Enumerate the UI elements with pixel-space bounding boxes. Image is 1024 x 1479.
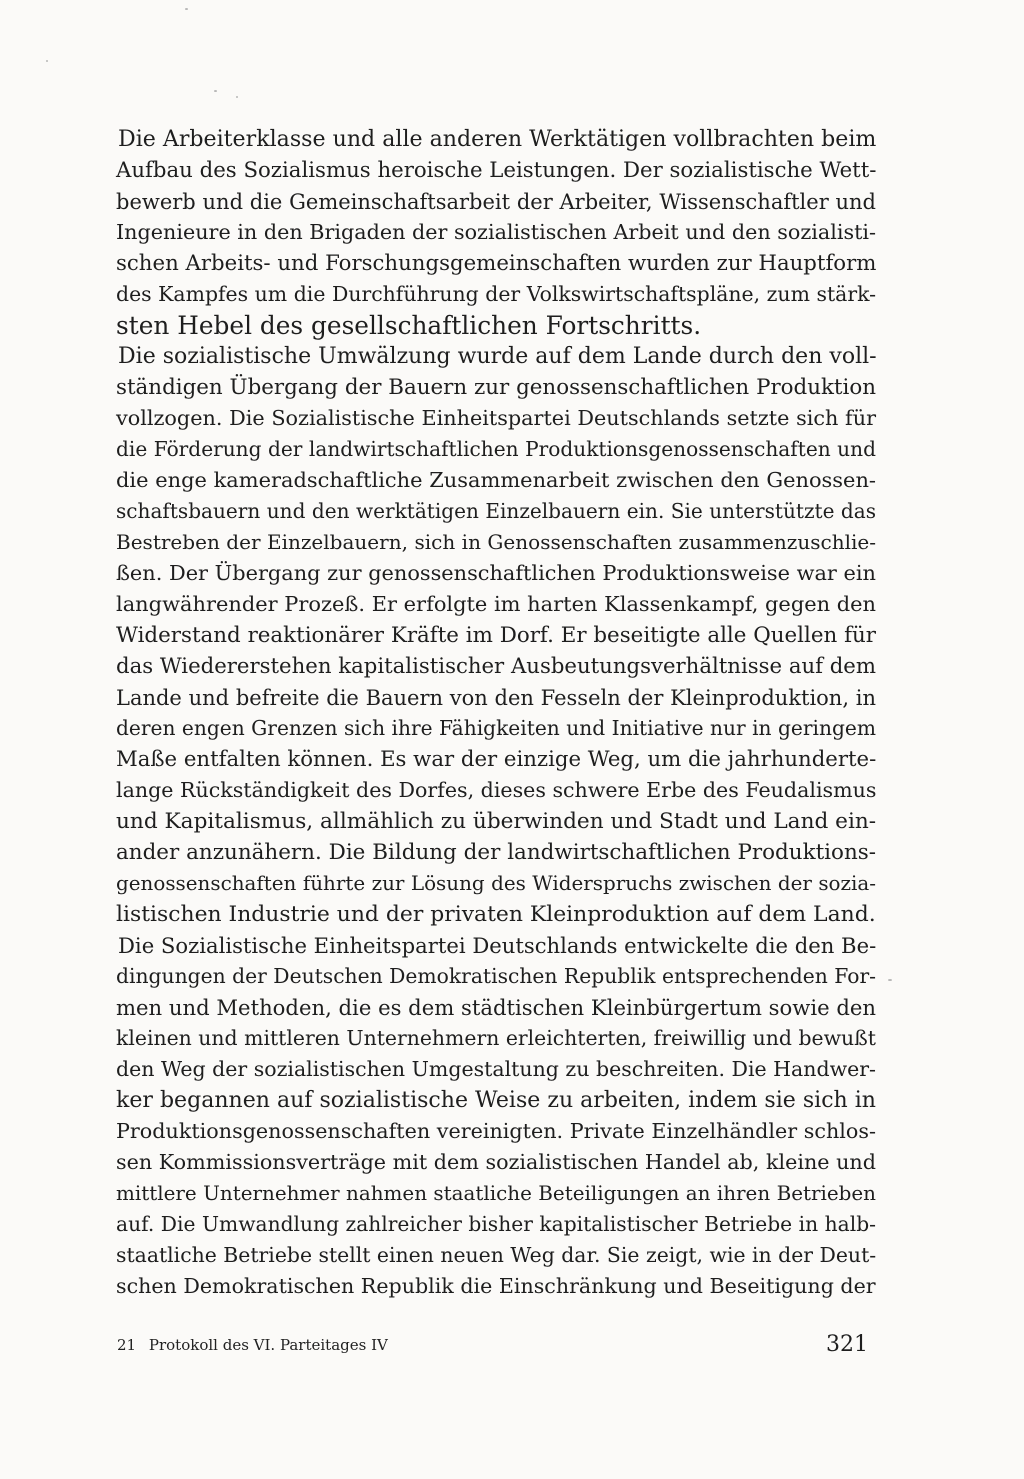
text-line: die Förderung der landwirtschaftlichen Produktionsgenossenschaften und xyxy=(116,437,876,461)
paper-speck xyxy=(214,90,217,92)
text-line: listischen Industrie und der privaten Kleinproduktion auf dem Land. xyxy=(116,902,876,927)
source-title: Protokoll des VI. Parteitages IV xyxy=(148,1336,388,1354)
text-line: Lande und befreite die Bauern von den Fesseln der Kleinproduktion, in xyxy=(116,685,876,710)
text-line: Ingenieure in den Brigaden der sozialistischen Arbeit und den sozialisti- xyxy=(116,220,877,244)
sheet-signature: 21 xyxy=(117,1336,137,1354)
text-line: langwährender Prozeß. Er erfolgte im harten Klassenkampf, gegen den xyxy=(116,592,877,616)
text-line: ständigen Übergang der Bauern zur genossenschaftlichen Produktion xyxy=(116,375,876,400)
text-line: schen Demokratischen Republik die Einschränkung und Beseitigung der xyxy=(116,1274,876,1298)
text-line: bewerb und die Gemeinschaftsarbeit der Arbeiter, Wissenschaftler und xyxy=(116,189,876,214)
text-line: kleinen und mittleren Unternehmern erleichterten, freiwillig und bewußt xyxy=(116,1026,876,1050)
paper-speck xyxy=(46,60,48,62)
paper-speck xyxy=(185,8,188,10)
page-number: 321 xyxy=(826,1332,868,1357)
text-line: und Kapitalismus, allmählich zu überwinden und Stadt und Land ein- xyxy=(116,809,877,834)
text-line: men und Methoden, die es dem städtischen Kleinbürgertum sowie den xyxy=(116,995,876,1020)
text-line: das Wiedererstehen kapitalistischer Ausbeutungsverhältnisse auf dem xyxy=(116,654,876,679)
footer-reference xyxy=(117,1336,388,1354)
text-line: die enge kameradschaftliche Zusammenarbeit zwischen den Genossen- xyxy=(116,468,876,492)
text-line: Die Arbeiterklasse und alle anderen Werktätigen vollbrachten beim xyxy=(118,126,877,152)
text-line: dingungen der Deutschen Demokratischen Republik entsprechenden For- xyxy=(116,964,876,988)
text-line: den Weg der sozialistischen Umgestaltung zu beschreiten. Die Handwer- xyxy=(116,1057,876,1081)
paper-speck xyxy=(236,96,238,98)
text-line: sten Hebel des gesellschaftlichen Fortschritts. xyxy=(116,311,702,340)
text-line: ander anzunähern. Die Bildung der landwirtschaftlichen Produktions- xyxy=(116,840,876,865)
text-line: Aufbau des Sozialismus heroische Leistungen. Der sozialistische Wett- xyxy=(116,158,877,183)
text-line: Die sozialistische Umwälzung wurde auf dem Lande durch den voll- xyxy=(118,344,877,369)
paragraph xyxy=(116,341,876,930)
text-line: ßen. Der Übergang zur genossenschaftlichen Produktionsweise war ein xyxy=(116,561,876,585)
text-line: auf. Die Umwandlung zahlreicher bisher kapitalistischer Betriebe in halb- xyxy=(116,1212,876,1236)
text-line: sen Kommissionsverträge mit dem sozialistischen Handel ab, kleine und xyxy=(116,1150,876,1174)
text-line: vollzogen. Die Sozialistische Einheitspartei Deutschlands setzte sich für xyxy=(116,406,876,430)
text-line: schaftsbauern und den werktätigen Einzelbauern ein. Sie unterstützte das xyxy=(116,499,876,523)
text-line: ker begannen auf sozialistische Weise zu arbeiten, indem sie sich in xyxy=(116,1088,876,1113)
text-line: Widerstand reaktionärer Kräfte im Dorf. Er beseitigte alle Quellen für xyxy=(116,623,876,648)
text-line: mittlere Unternehmer nahmen staatliche Beteiligungen an ihren Betrieben xyxy=(116,1182,876,1205)
body-text xyxy=(116,124,876,1302)
text-line: schen Arbeits- und Forschungsgemeinschaften wurden zur Hauptform xyxy=(116,251,877,276)
paragraph xyxy=(116,124,876,341)
text-line: Bestreben der Einzelbauern, sich in Genossenschaften zusammenzuschlie- xyxy=(116,530,876,554)
text-line: Maße entfalten können. Es war der einzige Weg, um die jahrhunderte- xyxy=(116,747,877,772)
paragraph xyxy=(116,930,876,1302)
text-line: Die Sozialistische Einheitspartei Deutschlands entwickelte die den Be- xyxy=(118,933,877,958)
text-line: Produktionsgenossenschaften vereinigten. Private Einzelhändler schlos- xyxy=(116,1119,876,1143)
text-line: genossenschaften führte zur Lösung des Widerspruchs zwischen der sozia- xyxy=(116,872,876,895)
text-line: lange Rückständigkeit des Dorfes, dieses schwere Erbe des Feudalismus xyxy=(116,778,877,802)
text-line: deren engen Grenzen sich ihre Fähigkeiten und Initiative nur in geringem xyxy=(116,716,876,740)
paper-speck xyxy=(888,979,892,981)
text-line: des Kampfes um die Durchführung der Volkswirtschaftspläne, zum stärk- xyxy=(116,282,876,306)
text-line: staatliche Betriebe stellt einen neuen Weg dar. Sie zeigt, wie in der Deut- xyxy=(116,1243,877,1267)
